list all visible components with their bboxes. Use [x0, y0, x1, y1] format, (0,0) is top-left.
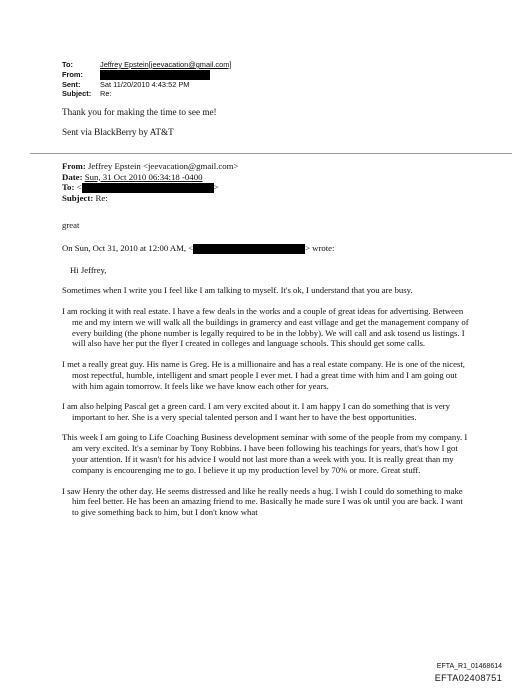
- header2-from-row: [62, 161, 238, 172]
- message-separator: [30, 153, 512, 154]
- sent-value: Sat 11/20/2010 4:43:52 PM: [100, 79, 190, 89]
- thank-you-line: Thank you for making the time to see me!: [62, 107, 217, 117]
- header-to-row: [62, 60, 231, 70]
- header2-subject-row: [62, 193, 238, 204]
- first-email-header: [62, 60, 231, 99]
- bates-number-2: EFTA02408751: [434, 673, 502, 683]
- header-subject-row: [62, 89, 231, 99]
- header2-date-row: [62, 172, 238, 183]
- paragraph: I met a really great guy. His name is Greg. He is a millionaire and has a real estate company. He is one of the nicest, most repectful, humble, intelligent and smart people I ever met. I had a great time with him and I am going out with him again tomorrow. It feels like we have know each other for years.: [62, 358, 465, 391]
- message-body: [62, 220, 470, 528]
- reply-text: great: [62, 220, 80, 230]
- bates-number-1: EFTA_R1_01468614: [436, 663, 502, 670]
- paragraph: I am also helping Pascal get a green card. I am very excited about it. I am happy I can do something that is very important to her. She is a very special talented person and I want her to have the best opportunities.: [62, 401, 450, 422]
- date-label: Date:: [62, 171, 83, 182]
- from-label: From:: [62, 161, 86, 171]
- first-email-body: [62, 107, 462, 146]
- paragraph: I am rocking it with real estate. I have a few deals in the works and a couple of great ideas for advertising. Between me and my intern we will walk all the buildings in gramercy and east village and get the management company of every building (the phone number is legally required to be in the lobby). We will call and ask tosend us listings. I will also have her put the flyer I created in colleges and language schools. This should get some calls.: [62, 305, 469, 349]
- paragraph: I saw Henry the other day. He seems distressed and like he really needs a hug. I wish I could do something to make him feel better. He has been an amazing friend to me. Basically he made sure I was ok until you are back. I want to give something back to him, but I don't know what: [62, 485, 463, 518]
- date-value: Sun, 31 Oct 2010 06:34:18 -0400: [84, 171, 203, 182]
- redaction-box: [100, 70, 210, 80]
- to-close-bracket: >: [213, 182, 219, 193]
- subject-value: Re:: [100, 89, 112, 99]
- redaction-box: [193, 244, 305, 254]
- quote-suffix: > wrote:: [305, 242, 335, 253]
- sent-label: Sent:: [62, 79, 81, 89]
- from-label: From:: [62, 69, 83, 79]
- subject-value: Re:: [95, 193, 108, 204]
- to-label: To:: [62, 60, 73, 69]
- to-open-bracket: <: [76, 182, 82, 193]
- subject-label: Subject:: [62, 89, 92, 99]
- signature-line: Sent via BlackBerry by AT&T: [62, 126, 174, 137]
- header-sent-row: [62, 80, 231, 90]
- paragraph: This week I am going to Life Coaching Business development seminar with some of the people from my company. I am very excited. It's a seminar by Tony Robbins. I have been following his teachings for years, that's how I got your attention. If it wasn't for his advice I would not last more than a week with you. It is really great than my company is encourenging me to go. I believe it up my production level by 70% or more. Great stuff.: [62, 432, 468, 476]
- subject-label: Subject:: [62, 193, 94, 204]
- to-value: Jeffrey Epstein[jeevacation@gmail.com]: [100, 60, 232, 69]
- redaction-box: [82, 183, 214, 193]
- header2-to-row: [62, 182, 238, 193]
- to-label: To:: [62, 182, 75, 193]
- quote-attribution: [62, 243, 470, 254]
- from-value: Jeffrey Epstein <jeevacation@gmail.com>: [87, 161, 239, 171]
- second-email-header: [62, 161, 238, 204]
- greeting: Hi Jeffrey,: [70, 264, 107, 275]
- paragraph: Sometimes when I write you I feel like I am talking to myself. It's ok, I understand that you are busy.: [62, 285, 413, 296]
- quote-prefix: On Sun, Oct 31, 2010 at 12:00 AM, <: [62, 242, 194, 253]
- header-from-row: [62, 70, 231, 80]
